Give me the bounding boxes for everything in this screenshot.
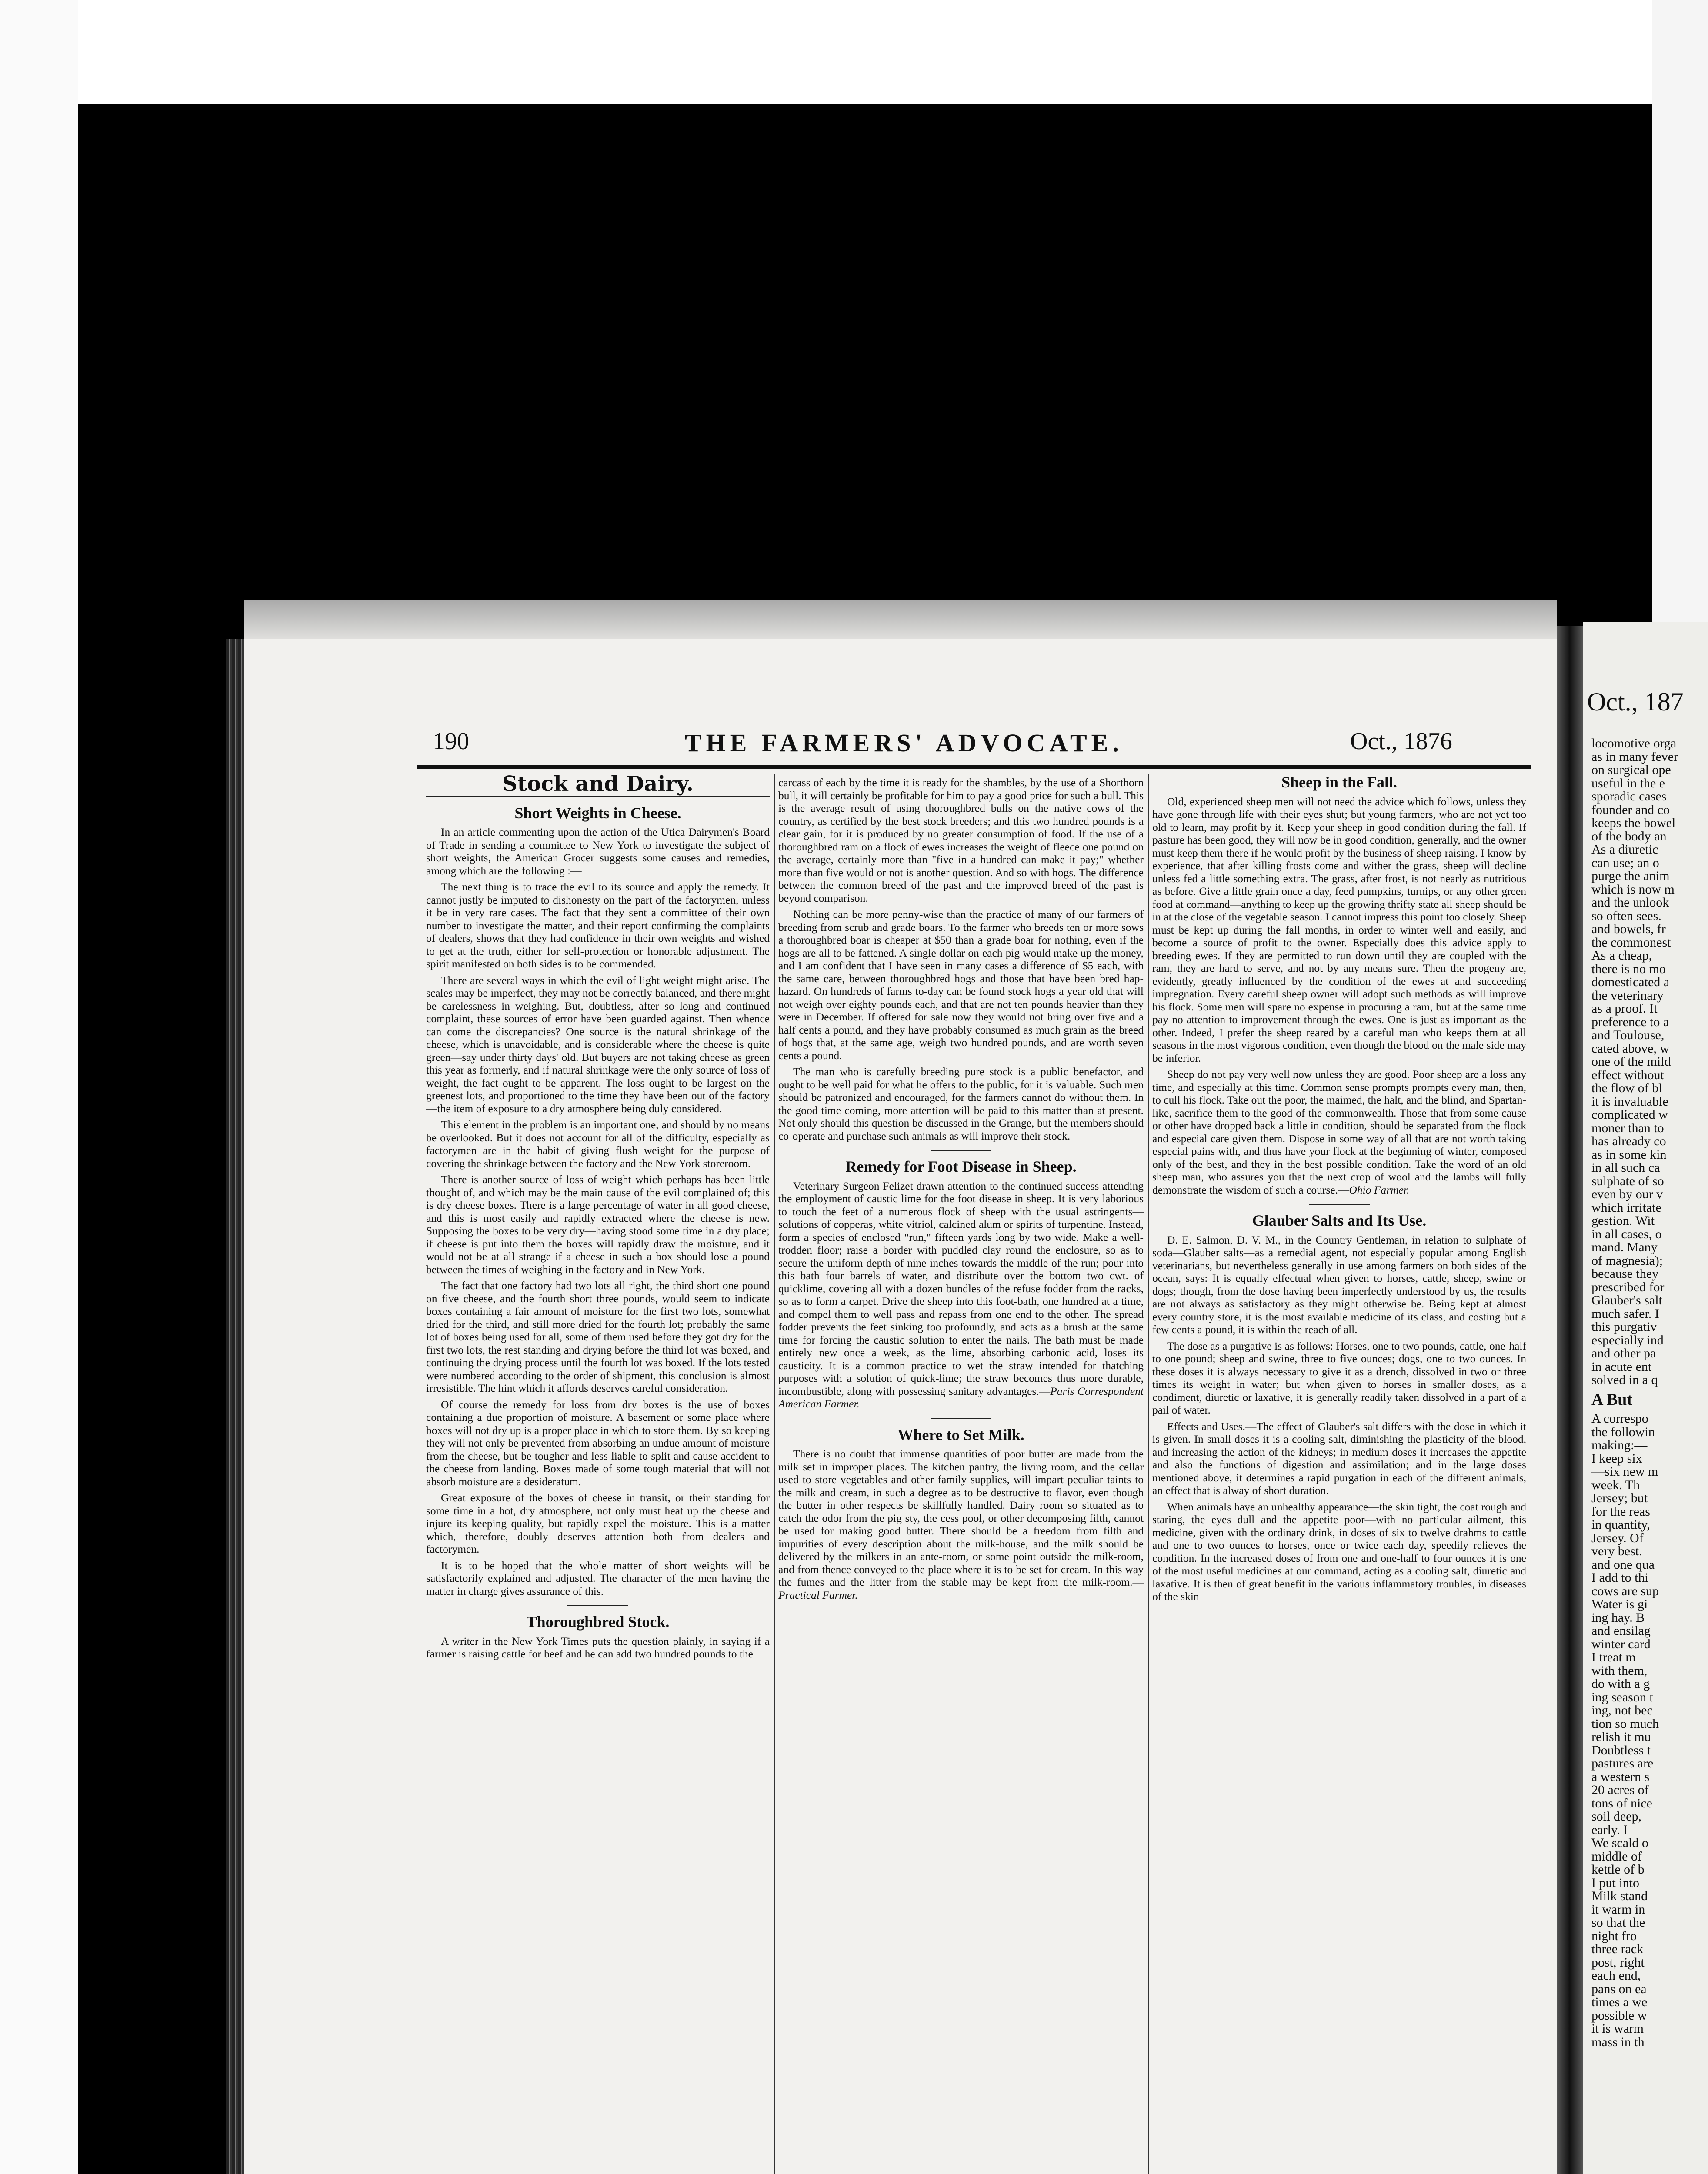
facing-page-line: three rack <box>1591 1942 1644 1956</box>
facing-page-line: I put into <box>1591 1875 1639 1890</box>
facing-page-line: the followin <box>1591 1424 1655 1439</box>
facing-page-line: tons of nice <box>1591 1796 1652 1811</box>
facing-page-line: purge the anim <box>1591 869 1670 883</box>
facing-page-line: Water is gi <box>1591 1597 1648 1611</box>
facing-page-line: effect without <box>1591 1067 1664 1082</box>
article-title-foot-disease: Remedy for Foot Disease in Sheep. <box>845 1158 1077 1175</box>
divider <box>1309 1204 1370 1205</box>
column-3 <box>1152 776 1526 1607</box>
facing-page-heading: A But <box>1591 1390 1632 1409</box>
book-gutter <box>1557 626 1583 2174</box>
facing-page-line: possible w <box>1591 2008 1647 2023</box>
facing-page-line: founder and co <box>1591 802 1670 817</box>
facing-page <box>1583 622 1708 2174</box>
facing-page-line: it warm in <box>1591 1902 1645 1917</box>
facing-page-line: which is now m <box>1591 882 1675 897</box>
facing-page-line: —six new m <box>1591 1464 1658 1479</box>
paragraph-text: Sheep do not pay very well now unless they are good. Poor sheep are a loss any time, and especially at this time. Common sense prompts prompts every man, then, to cull his flock. Take out the poor, the maimed, the halt, and the blind, and Spartan-like, sacrifice them to the good of the commonwealth. Those that from some cause or other have dropped back a little in condition, should be separated from the flock and especial care given them. Dispose in some way of all that are not worth taking especial pains with, and thus have your flock at the beginning of winter, composed only of the best, and they in the best possible condition. Take the word of an old sheep man, who assures you that the next crop of wool and the lambs will fully demonstrate the wisdom of such a course.— <box>1152 1068 1526 1196</box>
facing-page-line: 20 acres of <box>1591 1783 1649 1797</box>
paragraph-text: There is no doubt that immense quantities of poor butter are made from the milk set in improper places. The kitchen pantry, the living room, and the cellar used to store vegetables and other family supplies, will impart peculiar taints to the milk and cream, in such a degree as to be destructive to flavor, even though the butter in other respects be skillfully handled. Dairy room so situated as to catch the odor from the pig sty, the cess pool, or other decomposing filth, cannot be used for making good butter. There should be a freedom from filth and impurities of every description about the milk-house, and the milk should be delivered by the milkers in an ante-room, or some point outside the milk-room, and from thence conveyed to the place where it is to be set for cream. In this way the fumes and the litter from the stable may be kept from the milk-room.— <box>778 1447 1144 1588</box>
facing-page-line: winter card <box>1591 1637 1651 1651</box>
facing-page-line: the flow of bl <box>1591 1081 1662 1095</box>
facing-page-line: the commonest <box>1591 935 1671 950</box>
facing-page-line: tion so much <box>1591 1716 1659 1731</box>
paragraph: D. E. Salmon, D. V. M., in the Country Gentleman, in relation to sulphate of soda—Glauber salts—as a remedial agent, not especially popular among English veterinarians, but nevertheless generally in use among farmers on both sides of the ocean, says: It is equally effectual when given to horses, cattle, sheep, swine or dogs; though, from the dose having been imperfectly understood by us, the results are not always as satisfactory as they might otherwise be. Being kept at almost every country store, it is the most available medicine of its class, and costing but a few cents a pound, it is within the reach of all. <box>1152 1233 1526 1336</box>
column-1 <box>426 772 770 1664</box>
facing-page-line: on surgical ope <box>1591 763 1671 777</box>
paragraph: The fact that one factory had two lots all right, the third short one pound on five cheese, and the fourth short three pounds, would seem to indicate boxes containing a fair amount of moisture for the first two lots, somewhat dried for the third, and still more dried for the fourth lot; probably the same lot of boxes being used for all, some of them used before they got dry for the first two lots, the rest standing and drying before the third lot was boxed, and continuing the drying process until the fourth lot was boxed. If the lots tested were numbered according to the order of shipment, this conclusion is almost irresistible. The hint which it affords deserves careful consideration. <box>426 1279 770 1394</box>
facing-page-date: Oct., 187 <box>1587 687 1684 716</box>
paragraph: There are several ways in which the evil of light weight might arise. The scales may be imperfect, they may not be correctly balanced, and there might be carelessness in weighing. But, doubtless, after so long and continued complaint, these sources of error have been guarded against. Then whence can come the discrepancies? One source is the natural shrinkage of the cheese, which is unavoidable, and is considerable where the cheese is quite green—say under thirty days' old. But buyers are not taking cheese as green this year as formerly, and if natural shrinkage were the only source of loss of weight, the fact ought to be apparent. The loss ought to be largest on the greenest lots, and proportioned to the time they have been out of the factory—the item of exposure to a dry atmosphere being duly considered. <box>426 974 770 1115</box>
facing-page-line: ing hay. B <box>1591 1610 1645 1625</box>
paragraph: carcass of each by the time it is ready for the shambles, by the use of a Shorthorn bull, it will certainly be profitable for him to pay a good price for such a bull. This is the average result of using thoroughbred bulls on the native cows of the country, as certified by the best stock breeders; and this two hundred pounds is a clear gain, for it is produced by no greater consumption of food. If the use of a thoroughbred ram on a flock of ewes increases the weight of fleece one pound on the average, certainly more than "five in a hundred can make it pay;" whether more than five would or not is another question. And so with hogs. The difference between the common breed of the past and the improved breed of the past is beyond comparison. <box>778 776 1144 904</box>
paragraph: The next thing is to trace the evil to its source and apply the remedy. It cannot justly be imputed to dishonesty on the part of the factorymen, unless it be in very rare cases. The fact that they sent a committee of their own number to investigate the matter, and their report confirming the complaints of dealers, shows that they had confidence in their own weights and wished to get at the truth, either for self-protection or honorable adjustment. The spirit manifested on both sides is to be commended. <box>426 880 770 970</box>
paragraph: Great exposure of the boxes of cheese in transit, or their standing for some time in a hot, dry atmosphere, not only must heat up the cheese and injure its keeping quality, but rapidly expel the moisture. This is a matter which, therefore, doubly deserves attention both from dealers and factorymen. <box>426 1491 770 1555</box>
paragraph: The man who is carefully breeding pure stock is a public benefactor, and ought to be well paid for what he offers to the public, for it is valuable. Such men should be patronized and encouraged, for the farmers cannot do without them. In the good time coming, more attention will be paid to this matter than at present. Not only should this question be discussed in the Grange, but the members should co-operate and purchase such animals as will improve their stock. <box>778 1065 1144 1142</box>
paragraph: Of course the remedy for loss from dry boxes is the use of boxes containing a due proportion of moisture. A basement or some place where boxes will not dry up is a proper place in which to store them. By so keeping they will not only be prevented from absorbing an undue amount of moisture from the cheese, but be tougher and less liable to split and cause accident to the cheese from landing. Boxes made of some tough material that will not absorb moisture are a desideratum. <box>426 1398 770 1488</box>
paragraph: There is another source of loss of weight which perhaps has been little thought of, and which may be the main cause of the evil complained of; this is dry cheese boxes. There is a large percentage of water in all good cheese, and this is most easily and rapidly extracted where the cheese is new. Supposing the boxes to be very dry—having stood some time in a dry place; if cheese is put into them the boxes will rapidly draw the moisture, and it would not be at all strange if a cheese in such a box should lose a pound between the times of weighing in the factory and in New York. <box>426 1173 770 1276</box>
source-credit: Paris Correspondent American Farmer. <box>778 1384 1144 1410</box>
facing-page-line: making:— <box>1591 1438 1648 1452</box>
facing-page-line: complicated w <box>1591 1107 1668 1122</box>
facing-page-line: with them, <box>1591 1663 1648 1678</box>
facing-page-line: useful in the e <box>1591 776 1665 790</box>
article-title-short-weights: Short Weights in Cheese. <box>514 804 681 822</box>
scan-margin-left <box>0 0 78 2174</box>
facing-page-line: and the unlook <box>1591 895 1669 910</box>
facing-page-line: in all cases, o <box>1591 1227 1662 1241</box>
facing-page-line: gestion. Wit <box>1591 1214 1655 1228</box>
article-title-thoroughbred: Thoroughbred Stock. <box>526 1613 670 1630</box>
facing-page-line: middle of <box>1591 1849 1642 1864</box>
facing-page-line: and ensilag <box>1591 1624 1651 1638</box>
facing-page-line: times a we <box>1591 1995 1648 2009</box>
article-title-set-milk: Where to Set Milk. <box>897 1426 1024 1444</box>
facing-page-line: each end, <box>1591 1968 1641 1983</box>
column-rule-1 <box>774 774 775 2174</box>
facing-page-line: one of the mild <box>1591 1054 1671 1069</box>
facing-page-line: the veterinary <box>1591 988 1664 1003</box>
page-number: 190 <box>433 728 469 755</box>
column-2 <box>778 776 1144 1605</box>
facing-page-line: which irritate <box>1591 1200 1661 1215</box>
paragraph: It is to be hoped that the whole matter of short weights will be satisfactorily explained and adjusted. The character of the men having the matter in charge gives assurance of this. <box>426 1559 770 1597</box>
facing-page-line: night fro <box>1591 1928 1637 1943</box>
facing-page-line: early. I <box>1591 1822 1628 1837</box>
paragraph: A writer in the New York Times puts the question plainly, in saying if a farmer is raising cattle for beef and he can add two hundred pounds to the <box>426 1634 770 1660</box>
facing-page-line: as in many fever <box>1591 749 1678 764</box>
facing-page-line: ing, not bec <box>1591 1703 1653 1717</box>
facing-page-line: As a diuretic <box>1591 842 1658 857</box>
facing-page-line: has already co <box>1591 1134 1666 1148</box>
facing-page-line: I add to thi <box>1591 1570 1648 1585</box>
facing-page-line: this purgativ <box>1591 1320 1657 1334</box>
facing-page-line: of magnesia); <box>1591 1253 1663 1268</box>
facing-page-line: Glauber's salt <box>1591 1293 1662 1307</box>
page-header <box>433 724 1520 763</box>
facing-page-line: A correspo <box>1591 1411 1648 1426</box>
facing-page-line: Doubtless t <box>1591 1743 1651 1757</box>
masthead-title: THE FARMERS' ADVOCATE. <box>685 729 1123 757</box>
facing-page-lines-2 <box>1591 1412 1708 2049</box>
facing-page-line: mand. Many <box>1591 1240 1658 1254</box>
paragraph: When animals have an unhealthy appearance—the skin tight, the coat rough and staring, the eyes dull and the appetite poor—with no particular ailment, this medicine, given with the ordinary drink, in doses of six to twelve drahms to cattle and one to two ounces to horses, once or twice each day, speedily relieves the condition. In the increased doses of from one and one-half to four ounces it is one of the most useful medicines at our command, acting as a cooling salt, diuretic and laxative. It is then of great benefit in the various inflammatory troubles, in diseases of the skin <box>1152 1500 1526 1603</box>
facing-page-line: Milk stand <box>1591 1889 1648 1903</box>
source-credit: Ohio Farmer. <box>1349 1183 1410 1196</box>
facing-page-line: I keep six <box>1591 1451 1642 1466</box>
scan-margin-top <box>0 0 1708 104</box>
facing-page-line: preference to a <box>1591 1014 1669 1029</box>
facing-page-line: domesticated a <box>1591 975 1670 989</box>
facing-page-line: very best. <box>1591 1544 1642 1558</box>
facing-page-line: post, right <box>1591 1955 1645 1970</box>
facing-page-line: and other pa <box>1591 1346 1656 1360</box>
facing-page-line: it is invaluable <box>1591 1094 1668 1109</box>
facing-page-line: as in some kin <box>1591 1147 1667 1162</box>
facing-page-line: locomotive orga <box>1591 736 1677 750</box>
facing-page-line: as a proof. It <box>1591 1001 1658 1016</box>
divider <box>931 1418 991 1419</box>
facing-page-line: sporadic cases <box>1591 789 1667 804</box>
facing-page-line: mass in th <box>1591 2034 1645 2049</box>
facing-page-line: pans on ea <box>1591 1981 1647 1996</box>
facing-page-line: in quantity, <box>1591 1517 1650 1532</box>
facing-page-line: cated above, w <box>1591 1041 1670 1056</box>
column-rule-2 <box>1148 774 1149 2174</box>
paragraph-text: Veterinary Surgeon Felizet drawn attention to the continued success attending the employment of caustic lime for the foot disease in sheep. It is very laborious to touch the feet of a numerous flock of sheep with the usual astringents—solutions of copperas, white vitriol, calcined alum or spirits of turpentine. Instead, form a species of enclosed "run," fifteen yards long by two wide. Make a well-trodden floor; raise a border with puddled clay round the enclosure, so as to secure the uniform depth of nine inches towards the middle of the run; pour into this bath four barrels of water, and distribute over the bottom two cwt. of quicklime, covering all with a dozen bundles of the refuse fodder from the racks, so as to form a carpet. Drive the sheep into this foot-bath, one hundred at a time, and compel them to well pass and repass from one end to the other. The spread fodder prevents the feet sinking too profoundly, and acts as a brush at the same time for forcing the caustic solution to enter the nails. The bath must be made entirely new once a week, as the lime, absorbing carbonic acid, loses its causticity. It is a common practice to wet the straw intended for thatching purposes with a solution of quick-lime; the straw becomes thus more durable, incombustible, along with possessing sanitary advantages.— <box>778 1179 1144 1397</box>
paragraph: The dose as a purgative is as follows: Horses, one to two pounds, cattle, one-half to one pound; sheep and swine, three to five ounces; dogs, one to two ounces. In these doses it is always necessary to give it as a drench, dissolved in two or three times its weight in water; but when given to horses in smaller doses, as a condiment, diuretic or laxative, it is generally readily taken dissolved in a part of a pail of water. <box>1152 1339 1526 1416</box>
facing-page-line: As a cheap, <box>1591 948 1652 963</box>
facing-page-line: ing season t <box>1591 1690 1653 1704</box>
facing-page-line: pastures are <box>1591 1756 1654 1771</box>
facing-page-line: keeps the bowel <box>1591 816 1676 830</box>
facing-page-line: prescribed for <box>1591 1280 1665 1294</box>
article-title-glauber-salts: Glauber Salts and Its Use. <box>1252 1212 1427 1229</box>
section-heading: Stock and Dairy. <box>502 772 694 796</box>
header-rule <box>417 765 1531 769</box>
issue-date: Oct., 1876 <box>1350 728 1452 755</box>
facing-page-line: there is no mo <box>1591 961 1666 976</box>
paragraph <box>1152 1068 1526 1196</box>
paragraph: Nothing can be more penny-wise than the practice of many of our farmers of breeding from scrub and grade boars. To the farmer who breeds ten or more sows a thoroughbred boar is cheaper at $50 than a grade boar for nothing, even if the hogs are all to be fattened. A single dollar on each pig would make up the money, and I am confident that I have seen in many cases a difference of $5 each, with the same care, between thoroughbred hogs and those that have been bred hap-hazard. On hundreds of farms to-day can be found stock hogs a year old that will not weigh over eighty pounds each, and that are not ten pounds heavier than they were in December. If offered for sale now they would not bring over five and a half cents a pound, and they have probably consumed as much grain as the breed of hogs that, at the same age, weigh two hundred pounds, and are worth seven cents a pound. <box>778 908 1144 1062</box>
facing-page-line: and Toulouse, <box>1591 1028 1665 1042</box>
source-credit: Practical Farmer. <box>778 1588 858 1601</box>
facing-page-line: for the reas <box>1591 1504 1650 1519</box>
facing-page-line: and one qua <box>1591 1557 1655 1572</box>
facing-page-line: of the body an <box>1591 829 1667 844</box>
paragraph: This element in the problem is an important one, and should by no means be overlooked. But it does not account for all of the difficulty, especially as factorymen are in the habit of giving flush weight for the purpose of covering the shrinkage between the factory and the New York storeroom. <box>426 1118 770 1170</box>
facing-page-line: even by our v <box>1591 1187 1663 1201</box>
divider <box>567 1605 628 1606</box>
facing-page-line: and bowels, fr <box>1591 922 1666 936</box>
facing-page-lines-1 <box>1591 737 1708 1387</box>
facing-page-line: kettle of b <box>1591 1862 1645 1877</box>
facing-page-line: solved in a q <box>1591 1373 1658 1387</box>
facing-page-line: because they <box>1591 1267 1659 1281</box>
facing-page-line: We scald o <box>1591 1836 1648 1850</box>
facing-page-line: it is warm <box>1591 2021 1644 2036</box>
facing-page-line: soil deep, <box>1591 1809 1641 1824</box>
facing-page-line: in all such ca <box>1591 1160 1660 1175</box>
facing-page-line: can use; an o <box>1591 855 1659 870</box>
facing-page-text <box>1591 737 1708 2049</box>
facing-page-line: week. Th <box>1591 1477 1640 1492</box>
facing-page-line: so that the <box>1591 1915 1645 1930</box>
facing-page-line: much safer. I <box>1591 1306 1659 1321</box>
paragraph: Old, experienced sheep men will not need the advice which follows, unless they have gone through life with their eyes shut; but young farmers, who are not yet too old to learn, may profit by it. Keep your sheep in good condition during the fall. If pasture has been good, they will now be in good condition, generally, and the owner must keep them there if he would profit by the business of sheep raising. I know by experience, that after killing frosts come and wither the grass, sheep will decline unless fed a little something extra. The grass, after frost, is not nearly as nutritious as before. Give a little grain once a day, feed pumpkins, turnips, or any other green food at command—anything to keep up the growing thrifty state all sheep should be in at the close of the vegetable season. I cannot impress this point too closely. Sheep must be kept up during the fall months, in order to winter well and easily, and become a source of profit to the owner. Especially does this advice apply to breeding ewes. If they are permitted to run down until they are coupled with the ram, they are hard to serve, and not by any means sure. Then the progeny are, evidently, greatly influenced by the condition of the ewes at and succeeding impregnation. Every careful sheep owner will adopt such methods as will improve his flock. Some men will spare no expense in procuring a ram, but at the same time pay no attention to improvement through the ewes. One is just as important as the other. Indeed, I prefer the sheep reared by a careful man who keeps them at all seasons in the most vigorous condition, even though the blood on the male side may be inferior. <box>1152 795 1526 1064</box>
paragraph: Effects and Uses.—The effect of Glauber's salt differs with the dose in which it is given. In small doses it is a cooling salt, diminishing the plasticity of the blood, and increasing the action of the kidneys; in medium doses it increases the appetite and also the functions of digestion and assimilation; and in the large doses mentioned above, it determines a rapid purgation in each of the different animals, an effect that is alway of short duration. <box>1152 1420 1526 1497</box>
facing-page-line: moner than to <box>1591 1120 1664 1135</box>
facing-page-line: Jersey. Of <box>1591 1530 1644 1545</box>
article-title-sheep-fall: Sheep in the Fall. <box>1281 774 1398 791</box>
paragraph <box>778 1180 1144 1410</box>
divider <box>931 1150 991 1151</box>
facing-page-line: cows are sup <box>1591 1584 1659 1598</box>
facing-page-line: so often sees. <box>1591 908 1661 923</box>
facing-page-line: do with a g <box>1591 1677 1650 1691</box>
facing-page-line: sulphate of so <box>1591 1174 1664 1188</box>
facing-page-line: a western s <box>1591 1769 1650 1784</box>
facing-page-line: especially ind <box>1591 1333 1664 1347</box>
facing-page-line: in acute ent <box>1591 1359 1652 1374</box>
facing-page-line: Jersey; but <box>1591 1491 1648 1505</box>
facing-page-line: I treat m <box>1591 1650 1636 1664</box>
facing-page-line: relish it mu <box>1591 1730 1651 1744</box>
paragraph <box>778 1447 1144 1601</box>
paragraph: In an article commenting upon the action of the Utica Dairymen's Board of Trade in sending a committee to New York to investigate the subject of short weights, the American Grocer suggests some causes and remedies, among which are the following :— <box>426 826 770 877</box>
